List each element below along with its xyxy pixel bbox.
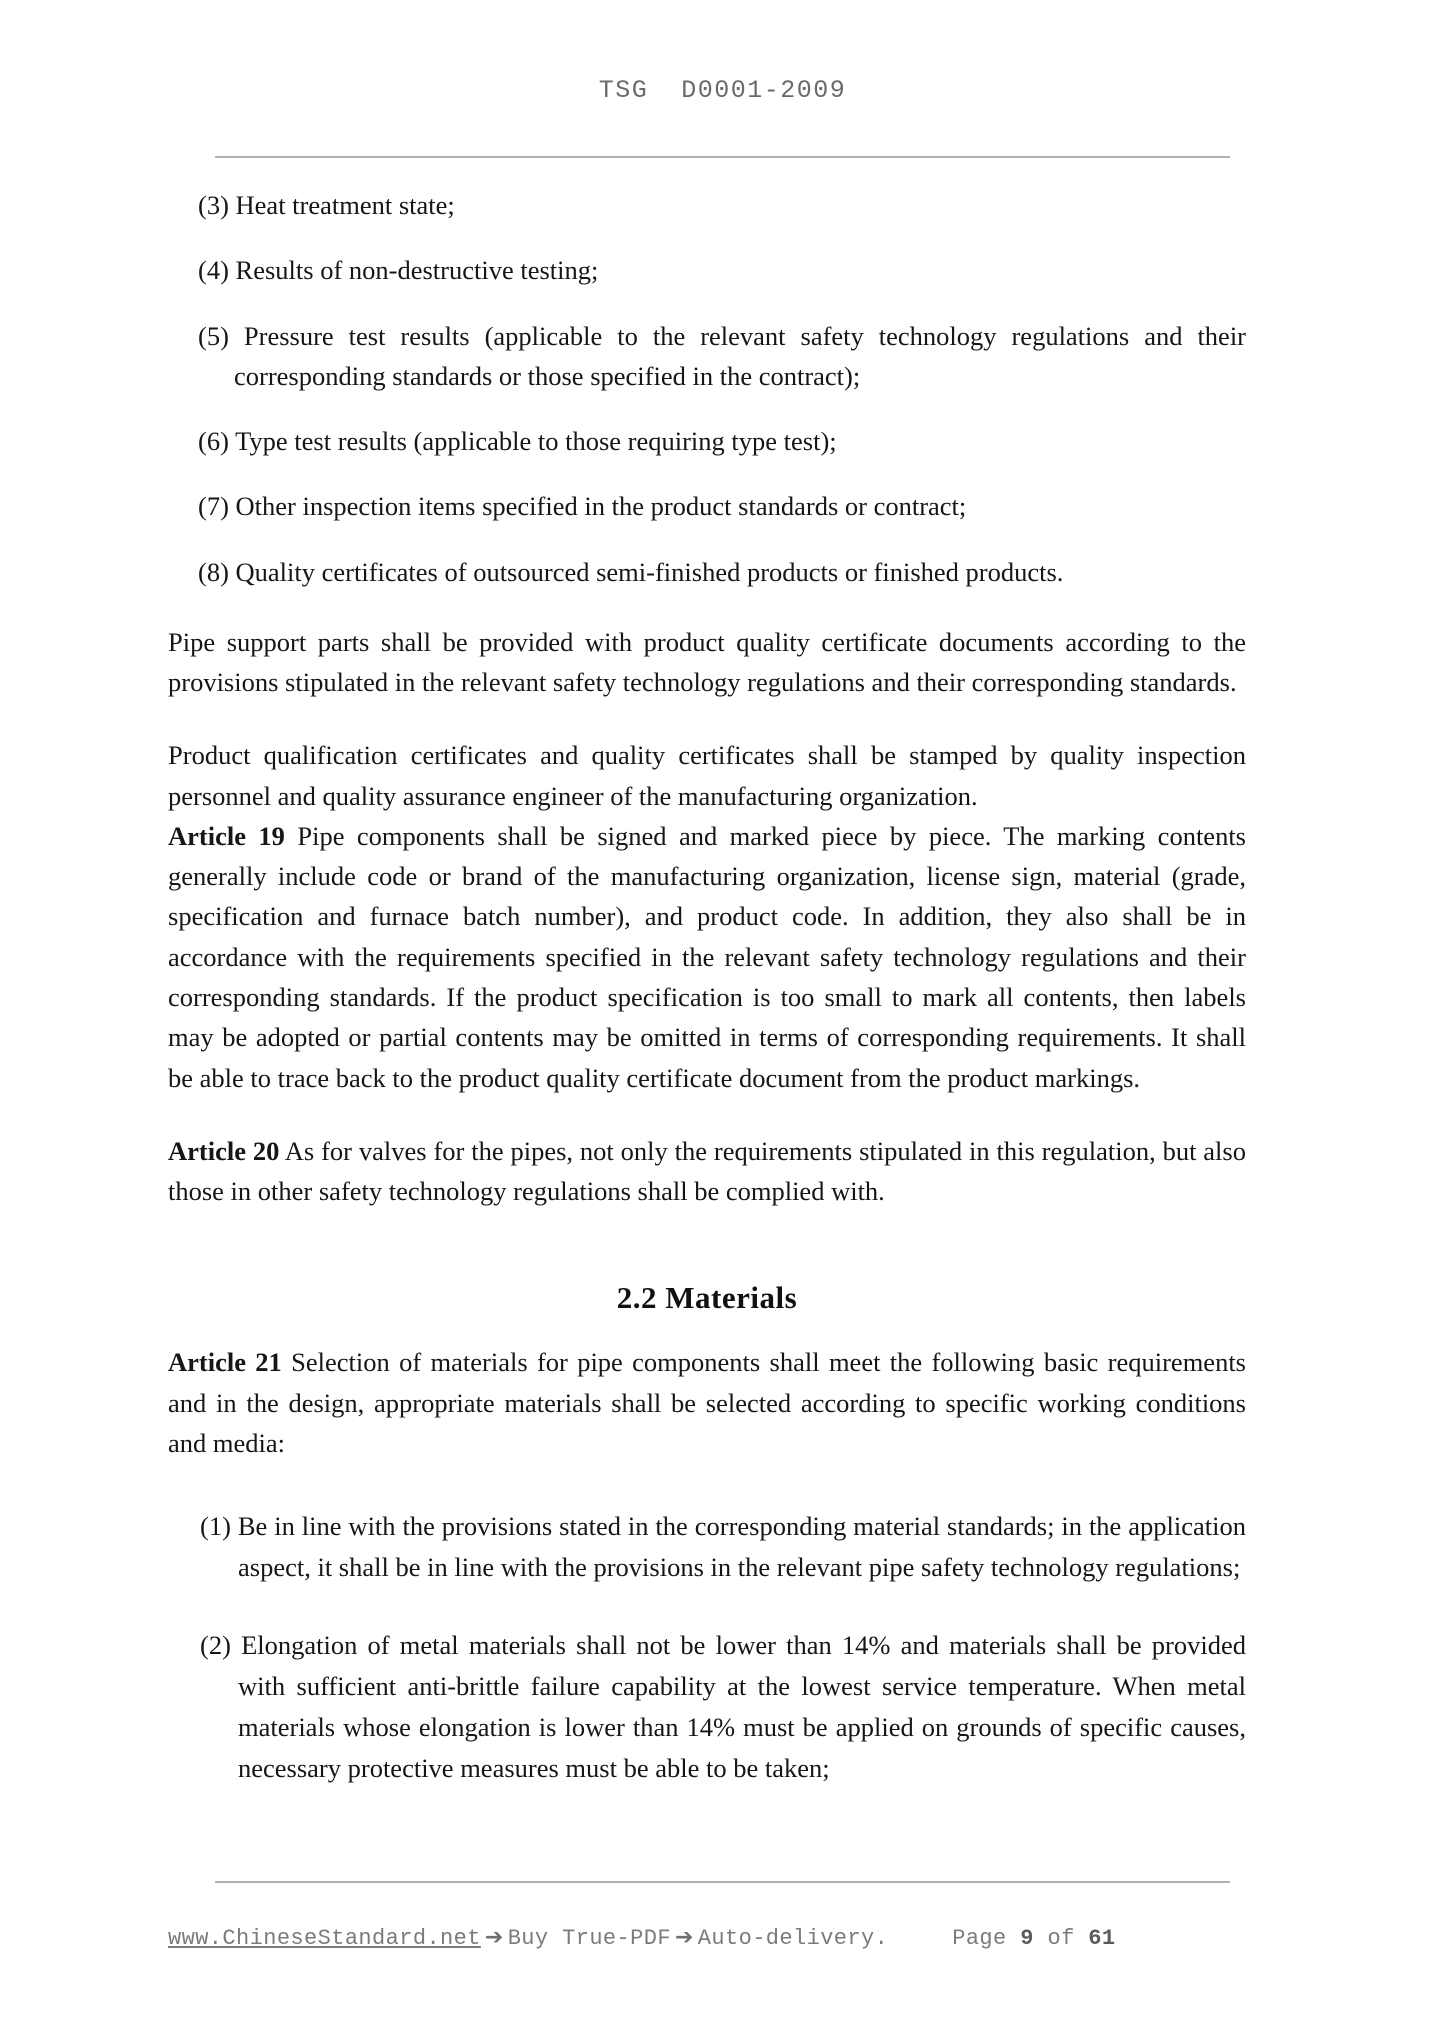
paragraph-article-20 (168, 1131, 1246, 1212)
running-head: TSG D0001-2009 (598, 76, 847, 105)
list-item-text: Other inspection items specified in the product standards or contract; (235, 491, 967, 522)
spacer (168, 1615, 1246, 1625)
article-19-text: Pipe components shall be signed and marked piece by piece. The marking contents generally include code or brand of the manufacturing organization, license sign, material (grade, specification and furnace batch number), and product code. In addition, they also shall be in accordance with the requirements specified in the relevant safety technology regulations and their corresponding standards. If the product specification is too small to mark all contents, then labels may be adopted or partial contents may be omitted in terms of corresponding requirements. It shall be able to trace back to the product quality certificate document from the product markings. (168, 820, 1246, 1093)
paragraph-product-qualification: Product qualification certificates and quality certificates shall be stamped by quality inspection personnel and quality assurance engineer of the manufacturing organization. (168, 740, 1246, 811)
list-item (168, 421, 1246, 461)
list-item-text: Heat treatment state; (235, 190, 455, 220)
list-item-marker: (2) (200, 1630, 231, 1661)
list-item (168, 250, 1246, 290)
list-item-marker: (8) (198, 556, 229, 587)
spacer (168, 1496, 1246, 1506)
list-item (168, 316, 1246, 397)
document-body (168, 185, 1246, 1816)
footer-divider-rule (215, 1881, 1230, 1883)
article-21-label: Article 21 (168, 1347, 282, 1378)
spacer (168, 1244, 1246, 1266)
page-label: Page (952, 1926, 1007, 1951)
header-divider-rule (215, 156, 1230, 158)
list-item-marker: (1) (200, 1511, 231, 1542)
list-item-text: Type test results (applicable to those requiring type test); (235, 426, 837, 457)
list-item-marker: (3) (198, 190, 229, 220)
paragraph-pipe-support: Pipe support parts shall be provided with product quality certificate documents according to the provisions stipulated in the relevant safety technology regulations and their corresponding standards. (168, 626, 1246, 698)
article-20-label: Article 20 (168, 1135, 280, 1166)
list-item (168, 486, 1246, 526)
list-item-text: Elongation of metal materials shall not be lower than 14% and materials shall be provided with sufficient anti-brittle failure capability at the lowest service temperature. When metal materials whose elongation is lower than 14% must be applied on grounds of specific causes, necessary protective measures must be able to be taken; (238, 1630, 1246, 1784)
footer-buy-text: Buy True-PDF (507, 1926, 671, 1951)
footer-url-link[interactable]: www.ChineseStandard.net (168, 1926, 481, 1951)
article-21-text: Selection of materials for pipe components shall meet the following basic requirements and in the design, appropriate materials shall be selected according to specific working conditions and media: (168, 1347, 1246, 1458)
list-item (168, 185, 1246, 225)
paragraph-article-21 (168, 1342, 1246, 1463)
list-item-marker: (5) (198, 320, 229, 351)
list-item (168, 1625, 1246, 1789)
list-item-text: Pressure test results (applicable to the relevant safety technology regulations and their corresponding standards or those specified in the contract); (234, 320, 1247, 391)
article-20-text: As for valves for the pipes, not only the requirements stipulated in this regulation, but also those in other safety technology regulations shall be complied with. (168, 1135, 1246, 1207)
list-item-text: Quality certificates of outsourced semi-finished products or finished products. (235, 556, 1064, 587)
arrow-right-icon: ➔ (674, 1925, 694, 1950)
list-item-marker: (7) (198, 491, 229, 522)
arrow-right-icon: ➔ (484, 1925, 504, 1950)
article-19-label: Article 19 (168, 820, 285, 851)
page-of-label: of (1047, 1926, 1075, 1951)
list-item-text: Be in line with the provisions stated in the corresponding material standards; in the application aspect, it shall be in line with the provisions in the relevant pipe safety technology regulations; (237, 1511, 1246, 1583)
list-item (168, 552, 1246, 592)
page-footer (168, 1925, 1246, 1951)
list-item-marker: (4) (198, 255, 229, 286)
section-heading-2-2: 2.2 Materials (616, 1280, 798, 1316)
page-total: 61 (1088, 1926, 1116, 1951)
paragraph-article-19 (168, 816, 1246, 1098)
footer-delivery-text: Auto-delivery. (697, 1926, 889, 1951)
list-item-marker: (6) (198, 426, 229, 457)
list-item-text: Results of non-destructive testing; (235, 255, 599, 286)
list-item (168, 1506, 1246, 1588)
page-current: 9 (1020, 1926, 1034, 1951)
page-number-indicator (952, 1926, 1115, 1951)
